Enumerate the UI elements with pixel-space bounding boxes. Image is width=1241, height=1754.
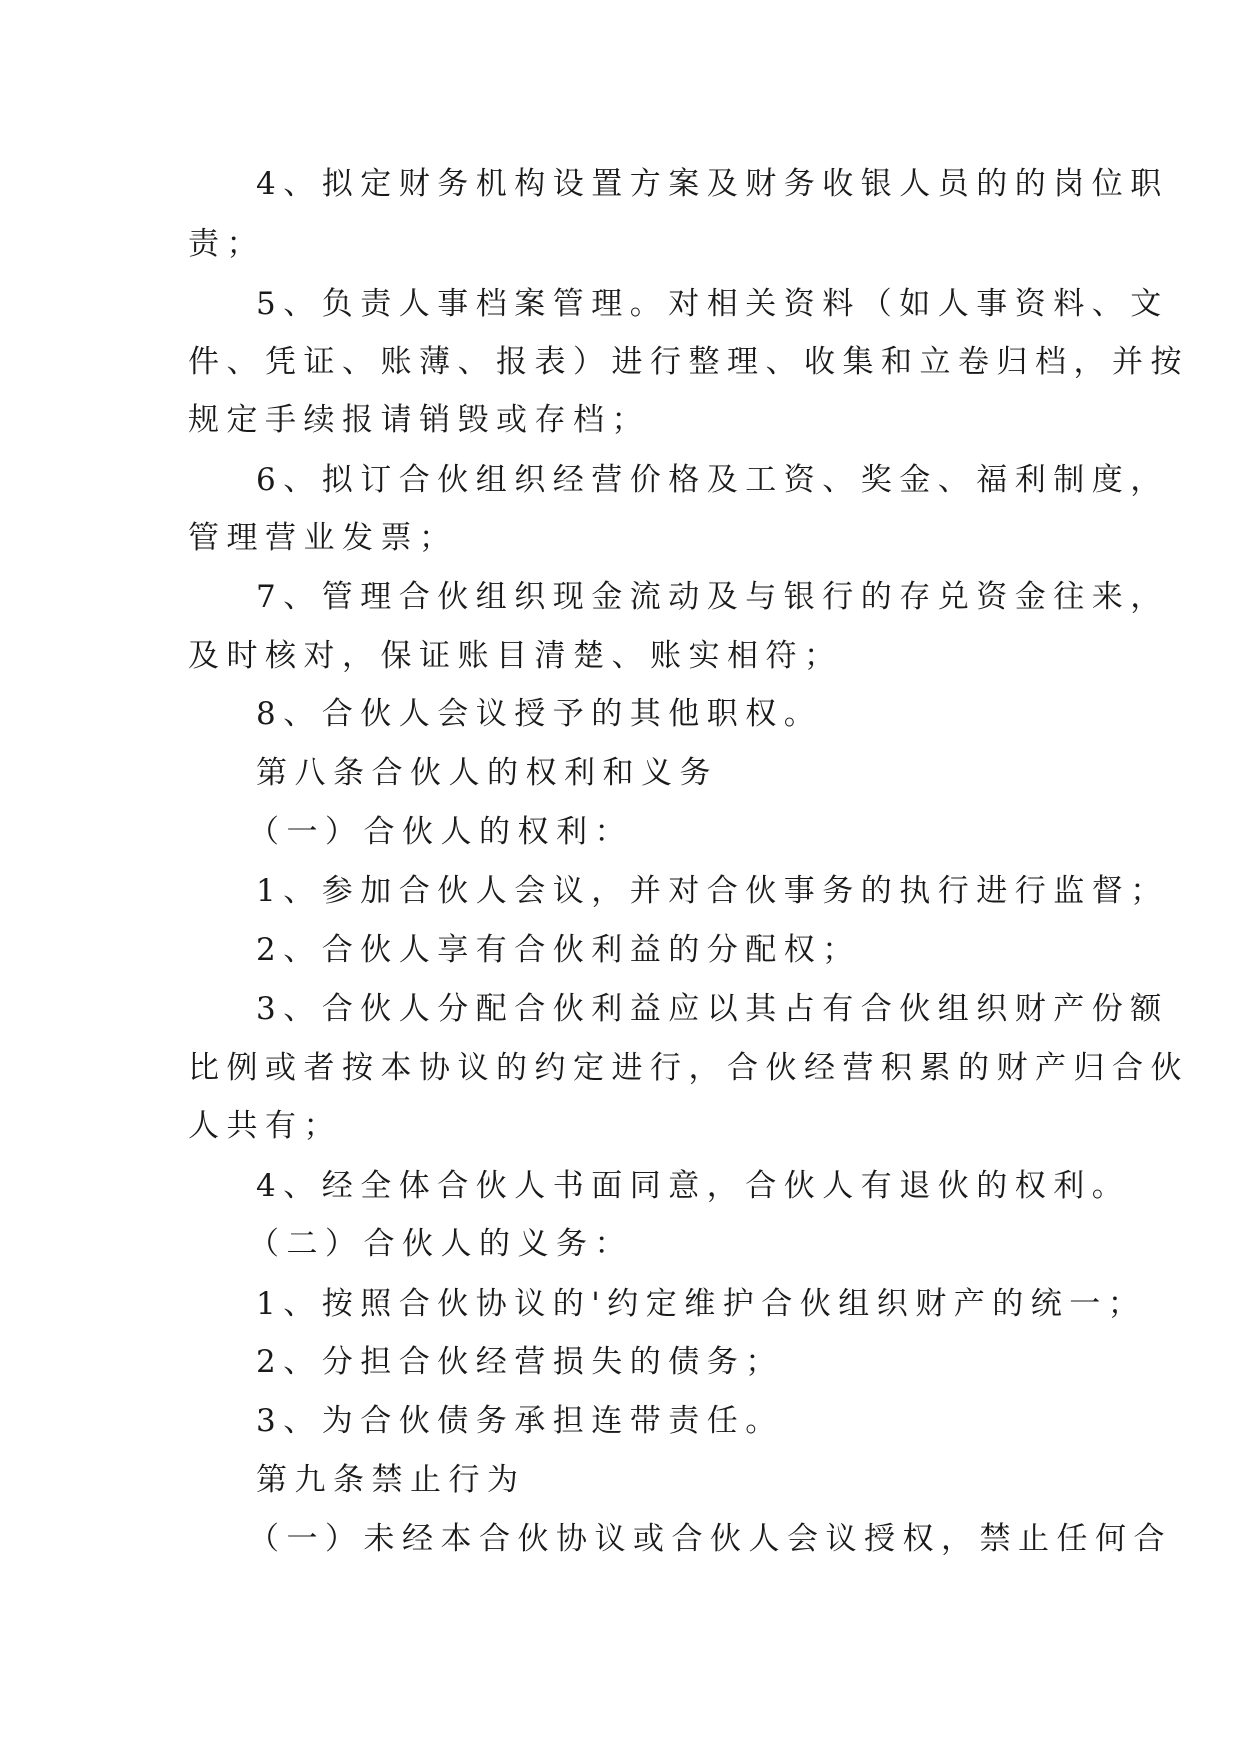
section-heading: （一）未经本合伙协议或合伙人会议授权，禁止任何合 [248,1521,1172,1557]
paragraph-line: 管理营业发票； [188,520,458,556]
paragraph-line: 1、参加合伙人会议，并对合伙事务的执行进行监督； [256,873,1169,909]
paragraph-line: 件、凭证、账薄、报表）进行整理、收集和立卷归档，并按 [188,344,1189,380]
paragraph-line: 责； [188,226,265,262]
paragraph-line: 4、拟定财务机构设置方案及财务收银人员的的岗位职 [256,166,1169,202]
paragraph-line: 及时核对，保证账目清楚、账实相符； [188,638,843,674]
paragraph-line: 5、负责人事档案管理。对相关资料（如人事资料、文 [256,286,1169,322]
paragraph-line: 4、经全体合伙人书面同意，合伙人有退伙的权利。 [256,1168,1131,1204]
paragraph-line: 8、合伙人会议授予的其他职权。 [256,696,823,732]
article-heading: 第八条合伙人的权利和义务 [256,755,718,791]
article-heading: 第九条禁止行为 [256,1462,526,1498]
paragraph-line: 2、分担合伙经营损失的债务； [256,1344,784,1380]
paragraph-line: 比例或者按本协议的约定进行，合伙经营积累的财产归合伙 [188,1050,1189,1086]
paragraph-line: 2、合伙人享有合伙利益的分配权； [256,932,861,968]
paragraph-line: 3、为合伙债务承担连带责任。 [256,1403,784,1439]
paragraph-line: 1、按照合伙协议的'约定维护合伙组织财产的统一； [256,1286,1147,1322]
paragraph-line: 6、拟订合伙组织经营价格及工资、奖金、福利制度， [256,462,1169,498]
paragraph-line: 3、合伙人分配合伙利益应以其占有合伙组织财产份额 [256,991,1169,1027]
paragraph-line: 人共有； [188,1108,342,1144]
paragraph-line: 7、管理合伙组织现金流动及与银行的存兑资金往来， [256,579,1169,615]
section-heading: （一）合伙人的权利： [248,814,633,850]
paragraph-line: 规定手续报请销毁或存档； [188,402,650,438]
section-heading: （二）合伙人的义务： [248,1226,633,1262]
